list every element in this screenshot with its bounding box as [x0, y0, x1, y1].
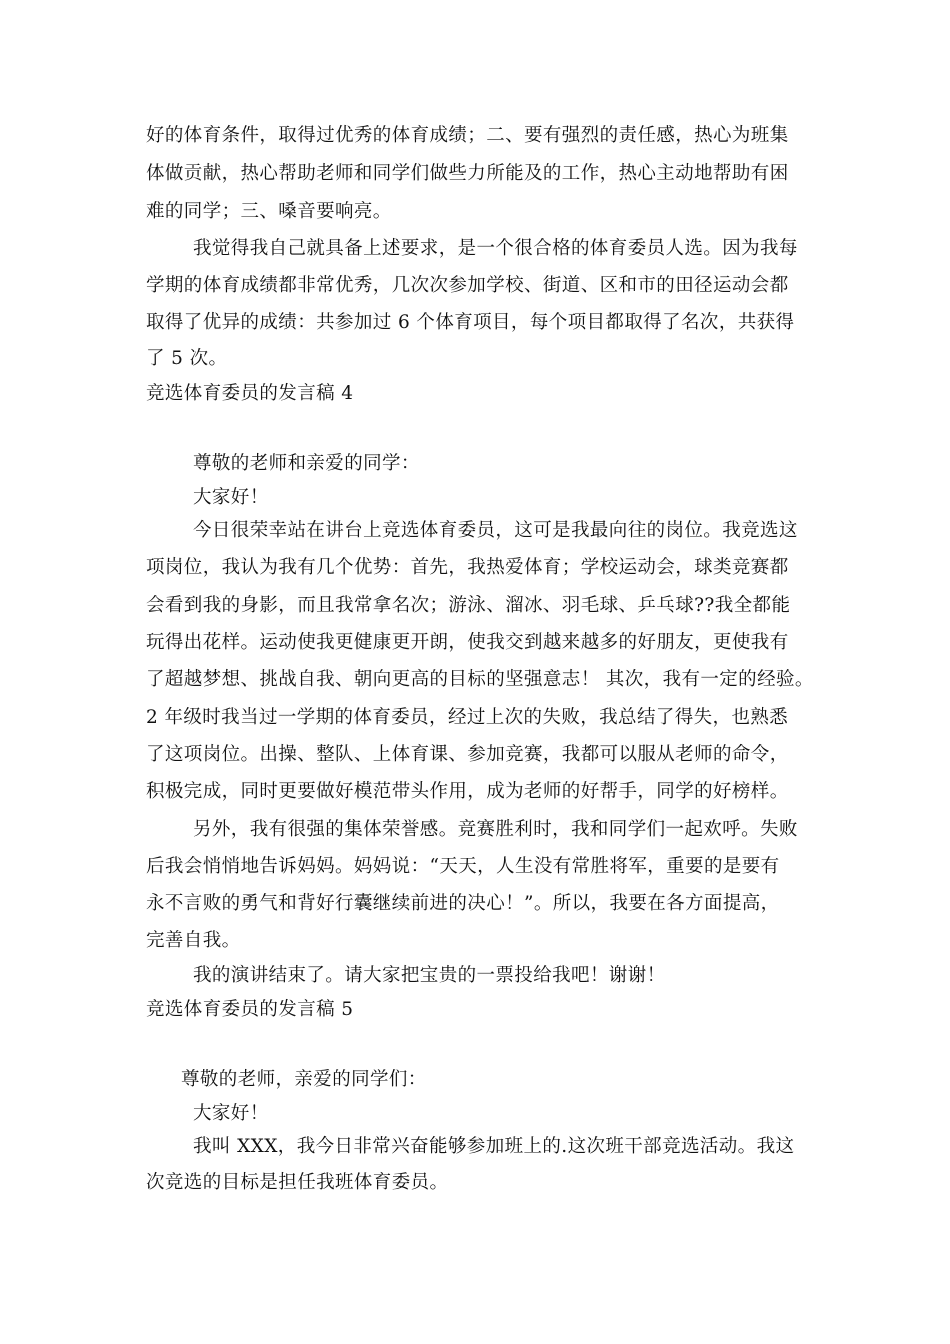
salutation: 尊敬的老师和亲爱的同学：	[193, 453, 420, 474]
paragraph-line: 另外，我有很强的集体荣誉感。竞赛胜利时，我和同学们一起欢呼。失败	[193, 819, 798, 840]
greeting: 大家好！	[193, 487, 269, 508]
paragraph-line: 学期的体育成绩都非常优秀，几次次参加学校、街道、区和市的田径运动会都	[146, 275, 789, 296]
paragraph-line: 2 年级时我当过一学期的体育委员，经过上次的失败，我总结了得失，也熟悉	[146, 707, 789, 728]
paragraph-line: 今日很荣幸站在讲台上竞选体育委员，这可是我最向往的岗位。我竞选这	[193, 520, 798, 541]
paragraph-line: 完善自我。	[146, 930, 241, 951]
salutation: 尊敬的老师，亲爱的同学们：	[181, 1069, 427, 1090]
paragraph-line: 会看到我的身影，而且我常拿名次；游泳、溜冰、羽毛球、乒乓球??我全都能	[146, 595, 791, 616]
paragraph-line: 好的体育条件，取得过优秀的体育成绩；二、要有强烈的责任感，热心为班集	[146, 125, 789, 146]
paragraph-line: 积极完成，同时更要做好模范带头作用，成为老师的好帮手，同学的好榜样。	[146, 781, 789, 802]
paragraph-line: 了 5 次。	[146, 348, 228, 369]
greeting: 大家好！	[193, 1103, 269, 1124]
paragraph-line: 取得了优异的成绩：共参加过 6 个体育项目，每个项目都取得了名次，共获得	[146, 312, 795, 333]
paragraph-line: 体做贡献，热心帮助老师和同学们做些力所能及的工作，热心主动地帮助有困	[146, 163, 789, 184]
paragraph-line: 我的演讲结束了。请大家把宝贵的一票投给我吧！谢谢！	[193, 965, 666, 986]
paragraph-line: 难的同学；三、嗓音要响亮。	[146, 201, 392, 222]
section-heading: 竞选体育委员的发言稿 5	[146, 999, 354, 1020]
paragraph-line: 了超越梦想、挑战自我、朝向更高的目标的坚强意志！ 其次，我有一定的经验。	[146, 669, 814, 690]
paragraph-line: 了这项岗位。出操、整队、上体育课、参加竞赛，我都可以服从老师的命令，	[146, 744, 789, 765]
paragraph-line: 玩得出花样。运动使我更健康更开朗，使我交到越来越多的好朋友，更使我有	[146, 632, 789, 653]
paragraph-line: 项岗位，我认为我有几个优势：首先，我热爱体育；学校运动会，球类竞赛都	[146, 557, 789, 578]
paragraph-line: 后我会悄悄地告诉妈妈。妈妈说：“天天，人生没有常胜将军，重要的是要有	[146, 856, 780, 877]
paragraph-line: 次竞选的目标是担任我班体育委员。	[146, 1172, 449, 1193]
paragraph-line: 我叫 XXX，我今日非常兴奋能够参加班上的.这次班干部竞选活动。我这	[193, 1136, 795, 1157]
paragraph-line: 永不言败的勇气和背好行囊继续前进的决心！”。所以，我要在各方面提高，	[146, 893, 780, 914]
section-heading: 竞选体育委员的发言稿 4	[146, 383, 354, 404]
paragraph-line: 我觉得我自己就具备上述要求，是一个很合格的体育委员人选。因为我每	[193, 238, 798, 259]
